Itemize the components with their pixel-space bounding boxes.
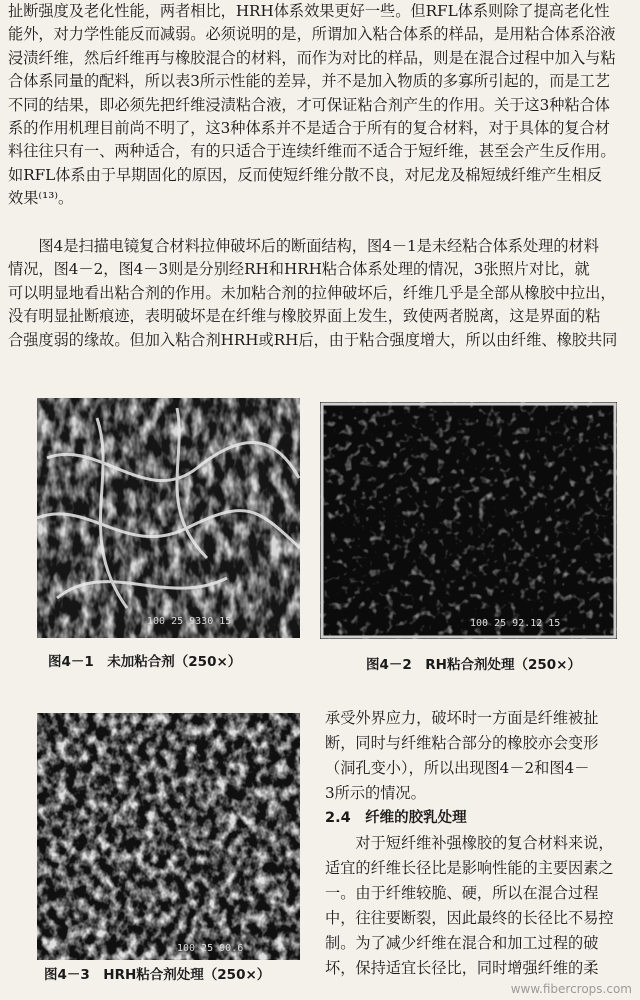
sem-photo-4-2-image <box>320 402 617 639</box>
figure-4-3-caption: 图4－3 HRH粘合剂处理（250×） <box>44 967 271 983</box>
text-line: 制。为了减少纤维在混合和加工过程的破 <box>325 934 599 952</box>
text-line: 适宜的纤维长径比是影响性能的主要因素之 <box>325 859 614 877</box>
text-line: 料往往只有一、两种适合，有的只适合于连续纤维而不适合于短纤维，甚至会产生反作用。 <box>8 142 616 161</box>
text-line: 对于短纤维补强橡胶的复合材料来说， <box>325 834 614 852</box>
paragraph-1 <box>8 0 632 211</box>
text-line: 合体系同量的配料，所以表3所示性能的差异，并不是加入物质的多寡所引起的，而是工艺 <box>8 72 610 91</box>
text-line: （洞孔变小），所以出现图4－2和图4－ <box>325 759 590 777</box>
text-line: 中，往往要断裂，因此最终的长径比不易控 <box>325 909 614 927</box>
text-line: 合强度弱的缘故。但加入粘合剂HRH或RH后，由于粘合强度增大，所以由纤维、橡胶共同 <box>8 330 618 349</box>
text-line: 一。由于纤维较脆、硬，所以在混合过程 <box>325 884 599 902</box>
text-line: 情况，图4－2，图4－3则是分别经RH和HRH粘合体系处理的情况，3张照片对比，就 <box>8 260 590 279</box>
text-line: 可以明显地看出粘合剂的作用。未加粘合剂的拉伸破坏后，纤维几乎是全部从橡胶中拉出， <box>8 283 616 302</box>
text-line: 如RFL体系由于早期固化的原因，反而使短纤维分散不良，对尼龙及棉短绒纤维产生相反 <box>8 165 602 184</box>
text-line: 浸渍纤维，然后纤维再与橡胶混合的材料，而作为对比的样品，则是在混合过程中加入与粘 <box>8 48 616 67</box>
sem-photo-4-1 <box>37 398 300 638</box>
sem-photo-4-2 <box>320 402 617 639</box>
watermark: www.fibercrops.com <box>510 982 632 996</box>
scale-bar-text: 100 25 92.12 15 <box>470 618 561 629</box>
section-heading: 2.4 纤维的胶乳处理 <box>325 810 467 826</box>
sem-photo-4-3 <box>37 713 300 960</box>
text-line: 效果⁽¹³⁾。 <box>8 189 74 208</box>
paragraph-2 <box>8 235 632 352</box>
text-line: 断，同时与纤维粘合部分的橡胶亦会变形 <box>325 734 599 752</box>
sem-photo-4-3-image <box>37 713 300 960</box>
scale-bar-text: 100 25 90.6 <box>177 943 244 954</box>
figure-4-2-caption: 图4－2 RH粘合剂处理（250×） <box>366 657 581 673</box>
text-line: 3所示的情况。 <box>325 784 426 802</box>
text-line: 图4是扫描电镜复合材料拉伸破坏后的断面结构，图4－1是未经粘合体系处理的材料 <box>8 237 599 255</box>
text-line: 承受外界应力，破坏时一方面是纤维被扯 <box>325 709 599 727</box>
text-line: 系的作用机理目前尚不明了，这3种体系并不是适合于所有的复合材料，对于具体的复合材 <box>8 119 610 138</box>
text-line: 没有明显扯断痕迹，表明破坏是在纤维与橡胶界面上发生，致使两者脱离，这是界面的粘 <box>8 307 601 326</box>
scale-bar-text: 100 25 9330 15 <box>147 616 232 627</box>
text-line: 不同的结果，即必须先把纤维浸渍粘合液，才可保证粘合剂产生的作用。关于这3种粘合体 <box>8 95 610 114</box>
sem-photo-4-1-image <box>37 398 300 638</box>
text-line: 坏，保持适宜长径比，同时增强纤维的柔 <box>325 959 599 977</box>
right-column-text <box>325 706 623 981</box>
text-line: 扯断强度及老化性能，两者相比，HRH体系效果更好一些。但RFL体系则除了提高老化性 <box>8 2 610 20</box>
figure-4-1-caption: 图4－1 未加粘合剂（250×） <box>48 654 242 670</box>
text-line: 能外，对力学性能反而减弱。必须说明的是，所谓加入粘合体系的样品，是用粘合体系浴液 <box>8 25 616 44</box>
